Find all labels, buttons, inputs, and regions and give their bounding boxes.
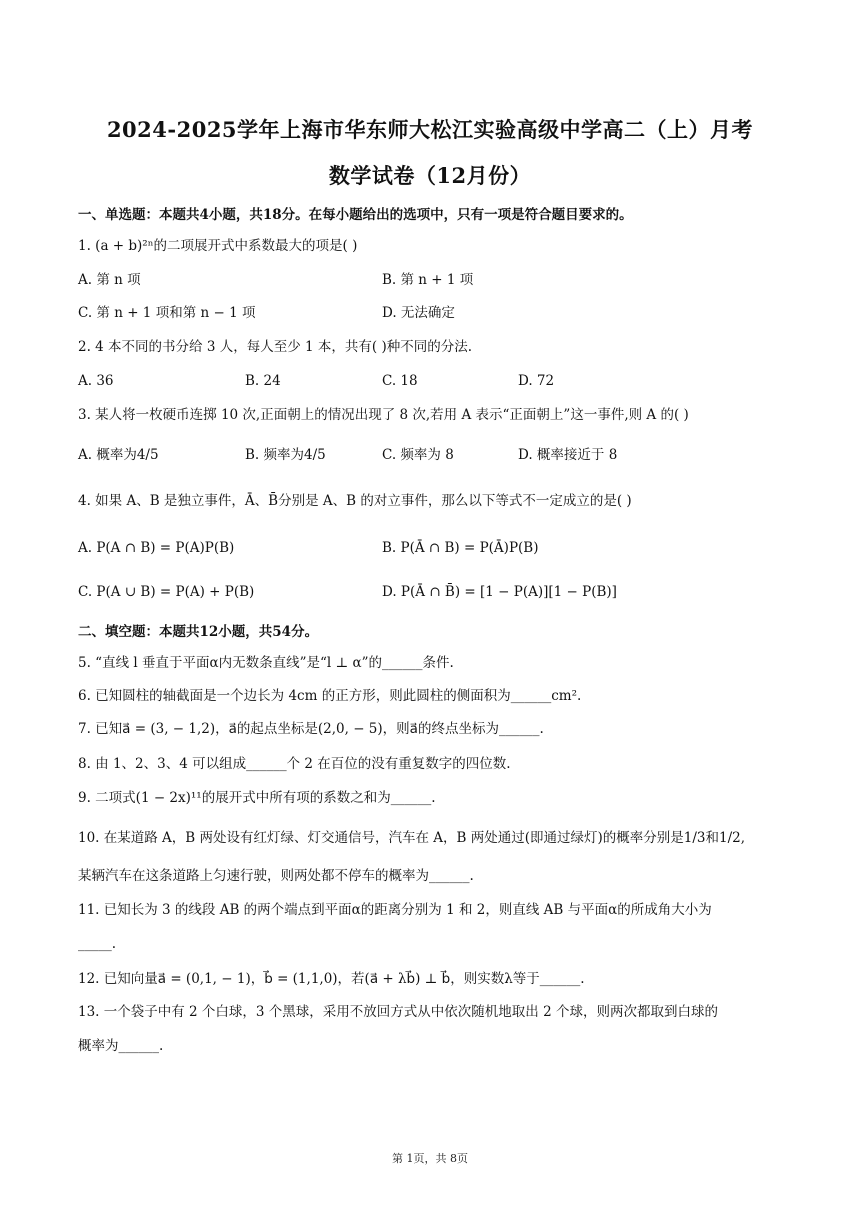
question-2-option-b: B. 24	[245, 373, 281, 389]
title-line-1: 2024-2025学年上海市华东师大松江实验高级中学高二（上）月考	[106, 117, 754, 142]
question-1-stem: 1. (a + b)²ⁿ的二项展开式中系数最大的项是( )	[78, 238, 358, 254]
question-4-stem: 4. 如果 A、B 是独立事件，Ā、B̄分别是 A、B 的对立事件，那么以下等式不一定成立的是( )	[78, 493, 632, 509]
question-1-option-b: B. 第 n + 1 项	[382, 272, 474, 288]
question-4-option-b: B. P(Ā ∩ B) = P(Ā)P(B)	[382, 540, 539, 556]
question-13-line-1: 13. 一个袋子中有 2 个白球，3 个黑球，采用不放回方式从中依次随机地取出 2 个球，则两次都取到白球的	[78, 1004, 718, 1020]
question-1-option-d: D. 无法确定	[382, 305, 455, 321]
question-3-stem: 3. 某人将一枚硬币连掷 10 次,正面朝上的情况出现了 8 次,若用 A 表示“正面朝上”这一事件,则 A 的( )	[78, 407, 689, 423]
question-13-line-2: 概率为______.	[78, 1038, 164, 1054]
title-line-2: 数学试卷（12月份）	[328, 163, 532, 188]
section-1-heading: 一、单选题：本题共4小题，共18分。在每小题给出的选项中，只有一项是符合题目要求的。	[78, 207, 633, 223]
question-3-option-c: C. 频率为 8	[382, 447, 454, 463]
question-11-line-1: 11. 已知长为 3 的线段 AB 的两个端点到平面α的距离分别为 1 和 2，则直线 AB 与平面α的所成角大小为	[78, 902, 712, 918]
question-10-line-1: 10. 在某道路 A，B 两处设有红灯绿、灯交通信号，汽车在 A，B 两处通过(即通过绿灯)的概率分别是1/3和1/2,	[78, 830, 746, 846]
question-8: 8. 由 1、2、3、4 可以组成______个 2 在百位的没有重复数字的四位数.	[78, 756, 511, 772]
page-footer: 第 1页，共 8页	[392, 1152, 468, 1165]
question-3-option-d: D. 概率接近于 8	[518, 447, 618, 463]
question-3-option-a: A. 概率为4/5	[78, 447, 159, 463]
question-1-option-a: A. 第 n 项	[78, 272, 141, 288]
question-3-option-b: B. 频率为4/5	[245, 447, 326, 463]
question-2-stem: 2. 4 本不同的书分给 3 人，每人至少 1 本，共有( )种不同的分法.	[78, 339, 473, 355]
question-10-line-2: 某辆汽车在这条道路上匀速行驶，则两处都不停车的概率为______.	[78, 868, 474, 884]
question-4-option-d: D. P(Ā ∩ B̄) = [1 − P(A)][1 − P(B)]	[382, 584, 617, 600]
section-2-heading: 二、填空题：本题共12小题，共54分。	[78, 624, 319, 640]
question-1-option-c: C. 第 n + 1 项和第 n − 1 项	[78, 305, 256, 321]
question-4-option-c: C. P(A ∪ B) = P(A) + P(B)	[78, 584, 255, 600]
question-4-option-a: A. P(A ∩ B) = P(A)P(B)	[78, 540, 235, 556]
question-7: 7. 已知a⃗ = (3, − 1,2)，a⃗的起点坐标是(2,0, − 5)，则a⃗的终点坐标为______.	[78, 721, 544, 737]
question-12: 12. 已知向量a⃗ = (0,1, − 1)，b⃗ = (1,1,0)，若(a⃗ + λb⃗) ⊥ b⃗，则实数λ等于______.	[78, 971, 585, 987]
question-5: 5. “直线 l 垂直于平面α内无数条直线”是“l ⊥ α”的______条件.	[78, 655, 454, 671]
question-2-option-a: A. 36	[78, 373, 114, 389]
question-11-line-2: _____.	[78, 936, 117, 952]
question-2-option-c: C. 18	[382, 373, 418, 389]
question-6: 6. 已知圆柱的轴截面是一个边长为 4cm 的正方形，则此圆柱的侧面积为______cm².	[78, 688, 582, 704]
question-2-option-d: D. 72	[518, 373, 555, 389]
question-9: 9. 二项式(1 − 2x)¹¹的展开式中所有项的系数之和为______.	[78, 790, 436, 806]
